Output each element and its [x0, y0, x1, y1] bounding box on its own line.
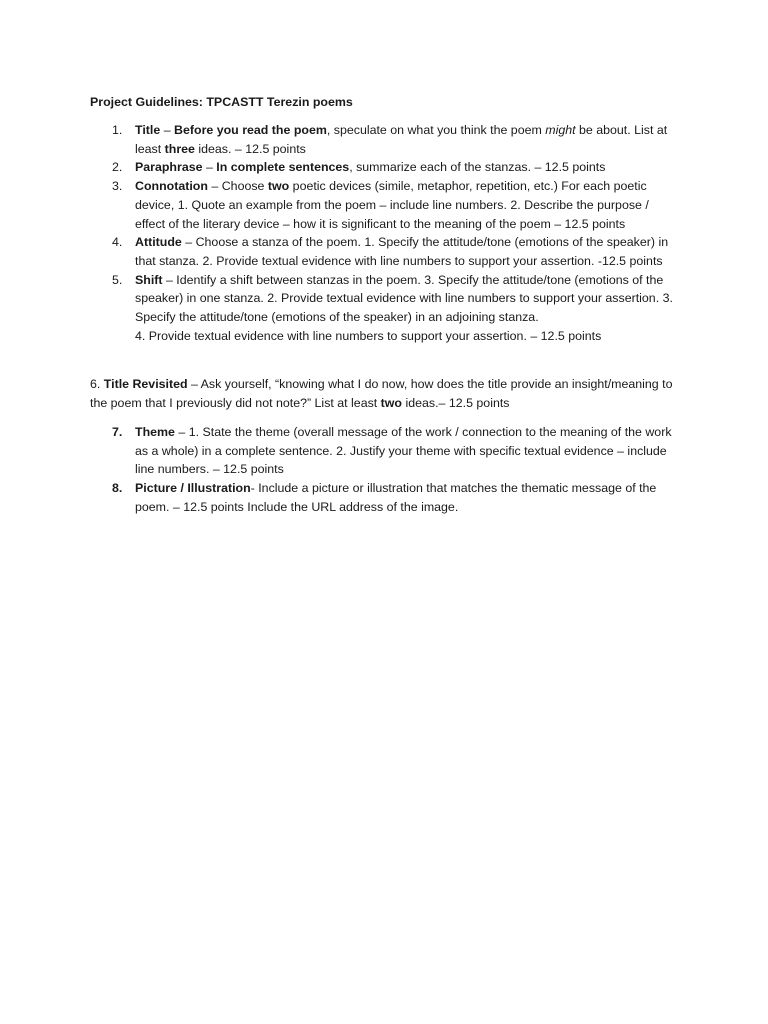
bold-text: Picture / Illustration: [135, 481, 251, 496]
list-number: 4.: [112, 235, 123, 250]
bold-text: Before you read the poem: [174, 123, 327, 137]
bold-text: In complete sentences: [216, 160, 350, 175]
bold-text: Connotation: [135, 179, 208, 194]
bold-text: Title Revisited: [103, 377, 188, 391]
list-item-text: [135, 273, 673, 343]
bold-text: Title: [135, 123, 161, 137]
text-run: – Choose a stanza of the poem. 1. Specify the attitude/tone (emotions of the speaker) in that stanza. 2. Provide textual evidence with line numbers to support your assertion. -12.5 points: [135, 235, 669, 268]
text-run: be about. List at least: [135, 123, 668, 156]
list-item-connotation: [90, 177, 680, 233]
list-item-title: [90, 121, 680, 158]
text-run: – Identify a shift between stanzas in the poem. 3. Specify the attitude/tone (emotions of the speaker) in one stanza. 2. Provide textual evidence with line numbers to support your assertion. 3. Specify the attitude/tone (emotions of the speaker) in an adjoining stanza.: [135, 272, 673, 325]
list-number: 1.: [112, 123, 123, 137]
text-run: , summarize each of the stanzas. – 12.5 points: [349, 160, 606, 175]
list-item-attitude: [90, 233, 680, 270]
guidelines-list-part-1: [90, 121, 680, 345]
text-run: – Choose: [207, 179, 268, 194]
list-number: 5.: [112, 272, 123, 287]
document-title: Project Guidelines: TPCASTT Terezin poems: [90, 95, 353, 109]
text-run: , speculate on what you think the poem: [326, 123, 546, 137]
bold-text: three: [164, 141, 195, 156]
text-run: –: [160, 123, 175, 137]
text-run: – Ask yourself, “knowing what I do now, how does the title provide an insight/meaning to the poem that I previously did not note?” List at least: [90, 377, 673, 410]
list-item-theme: [90, 423, 680, 479]
list-item-text: [135, 123, 667, 156]
bold-text: Attitude: [135, 235, 182, 250]
bold-text: Paraphrase: [135, 160, 203, 175]
guidelines-list-part-2: [90, 423, 680, 517]
italic-text: might: [545, 123, 576, 137]
text-run: 4. Provide textual evidence with line numbers to support your assertion. – 12.5 points: [135, 328, 602, 343]
list-item-text: [135, 481, 656, 514]
list-number: 8.: [112, 481, 123, 496]
text-run: 6.: [90, 377, 104, 391]
text-run: ideas. – 12.5 points: [194, 141, 306, 156]
list-number: 3.: [112, 179, 123, 194]
bold-text: Theme: [135, 425, 175, 439]
list-item-text: [135, 179, 649, 230]
list-item-paraphrase: [90, 158, 680, 177]
text-run: - Include a picture or illustration that matches the thematic message of the poem. – 12.5 points Include the URL address of the image.: [135, 481, 657, 514]
list-number: 2.: [112, 160, 123, 175]
title-revisited-paragraph: [90, 375, 690, 412]
list-item-text: [135, 235, 668, 268]
text-run: ideas.– 12.5 points: [402, 395, 510, 410]
list-item-picture-illustration: [90, 479, 680, 516]
text-run: – 1. State the theme (overall message of the work / connection to the meaning of the work as a whole) in a complete sentence. 2. Justify your theme with specific textual evidence – include line numbers. – 12.5 points: [135, 425, 672, 477]
bold-text: two: [380, 395, 403, 410]
text-run: –: [202, 160, 217, 175]
list-number: 7.: [112, 425, 123, 439]
list-item-text: [135, 160, 605, 174]
list-item-shift: [90, 271, 680, 346]
text-run: poetic devices (simile, metaphor, repetition, etc.) For each poetic device, 1. Quote an example from the poem – include line numbers. 2. Describe the purpose / effect of the literary device – how it is significant to the meaning of the poem – 12.5 points: [135, 179, 649, 231]
bold-text: Shift: [135, 272, 163, 287]
list-item-text: [135, 425, 672, 476]
bold-text: two: [267, 179, 290, 194]
